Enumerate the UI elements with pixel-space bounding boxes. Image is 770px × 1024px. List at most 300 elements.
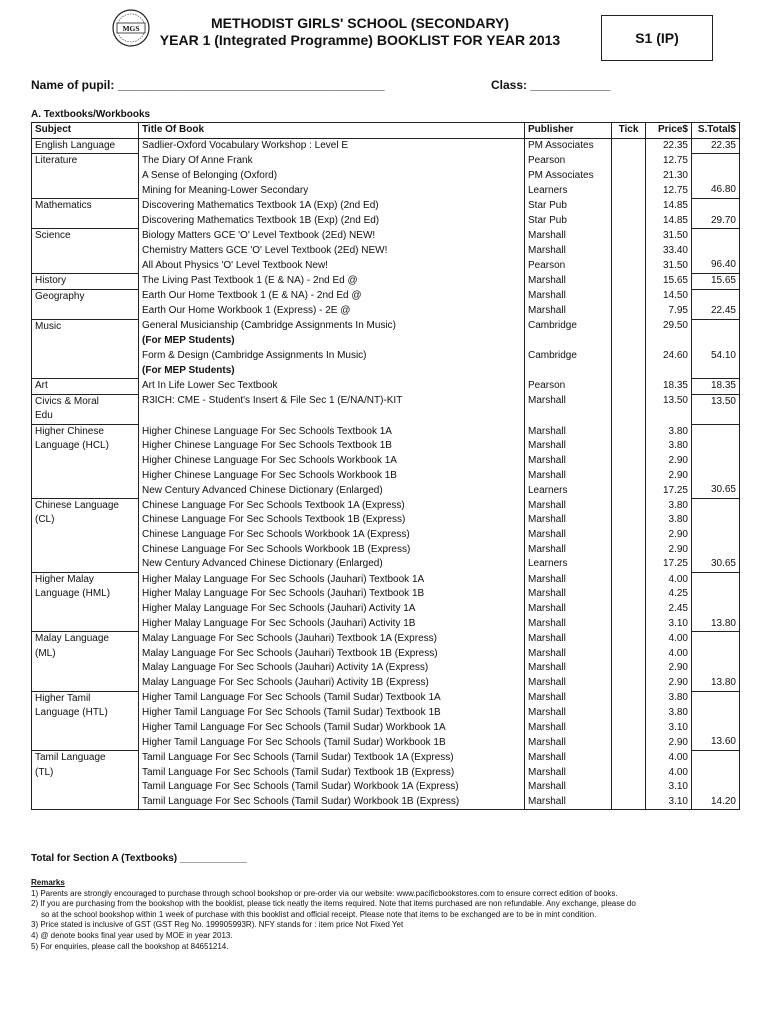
- subtotal-cell: [692, 469, 740, 484]
- book-title-cell: Higher Tamil Language For Sec Schools (Tamil Sudar) Textbook 1A: [139, 691, 525, 706]
- book-title-cell: Malay Language For Sec Schools (Jauhari) Activity 1B (Express): [139, 676, 525, 691]
- price-cell: 3.80: [646, 513, 692, 528]
- subtotal-cell: 22.45: [692, 304, 740, 319]
- table-row: [32, 557, 740, 572]
- price-cell: 4.00: [646, 632, 692, 647]
- price-cell: [646, 364, 692, 379]
- price-cell: 4.00: [646, 766, 692, 781]
- price-cell: 2.90: [646, 543, 692, 558]
- price-cell: 3.80: [646, 691, 692, 706]
- subject-cell: [32, 721, 139, 736]
- subtotal-cell: [692, 543, 740, 558]
- tick-cell[interactable]: [612, 661, 646, 676]
- publisher-cell: Marshall: [525, 229, 612, 244]
- remarks-heading: Remarks: [31, 878, 65, 887]
- tick-cell[interactable]: [612, 334, 646, 349]
- table-row: [32, 721, 740, 736]
- subtotal-cell: [692, 498, 740, 513]
- book-title-cell: Chinese Language For Sec Schools Textbook 1B (Express): [139, 513, 525, 528]
- tick-cell[interactable]: [612, 244, 646, 259]
- subtotal-cell: [692, 289, 740, 304]
- tick-cell[interactable]: [612, 183, 646, 198]
- book-title-cell: General Musicianship (Cambridge Assignments In Music): [139, 319, 525, 334]
- book-title-cell: Chinese Language For Sec Schools Workbook 1B (Express): [139, 543, 525, 558]
- book-title-cell: Earth Our Home Textbook 1 (E & NA) - 2nd Ed @: [139, 289, 525, 304]
- remark-line: 2) If you are purchasing from the bookshop with the booklist, please tick neatly the items required. Note that items purchased are non refundable. Any exchange, please do: [31, 899, 636, 909]
- tick-cell[interactable]: [612, 647, 646, 662]
- table-row: [32, 319, 740, 334]
- table-row: [32, 676, 740, 691]
- tick-cell[interactable]: [612, 557, 646, 572]
- price-cell: 2.45: [646, 602, 692, 617]
- publisher-cell: Cambridge: [525, 349, 612, 364]
- publisher-cell: Pearson: [525, 379, 612, 395]
- tick-cell[interactable]: [612, 780, 646, 795]
- table-row: [32, 572, 740, 587]
- table-row: [32, 528, 740, 543]
- subject-cell: [32, 469, 139, 484]
- subject-cell: [32, 349, 139, 364]
- subject-cell: [32, 528, 139, 543]
- book-title-cell: Art In Life Lower Sec Textbook: [139, 379, 525, 395]
- publisher-cell: Cambridge: [525, 319, 612, 334]
- subtotal-cell: 18.35: [692, 379, 740, 395]
- subtotal-cell: [692, 334, 740, 349]
- price-cell: 2.90: [646, 469, 692, 484]
- tick-cell[interactable]: [612, 572, 646, 587]
- col-subject-header: Subject: [32, 123, 139, 139]
- subject-cell: [32, 258, 139, 273]
- subtotal-cell: [692, 513, 740, 528]
- table-row: [32, 483, 740, 498]
- table-row: [32, 304, 740, 319]
- tick-cell[interactable]: [612, 528, 646, 543]
- book-title-cell: Malay Language For Sec Schools (Jauhari) Activity 1A (Express): [139, 661, 525, 676]
- publisher-cell: Marshall: [525, 721, 612, 736]
- subject-cell: Mathematics: [32, 198, 139, 213]
- publisher-cell: [525, 409, 612, 424]
- school-name: METHODIST GIRLS' SCHOOL (SECONDARY): [210, 15, 510, 31]
- book-title-cell: Form & Design (Cambridge Assignments In Music): [139, 349, 525, 364]
- book-title-cell: (For MEP Students): [139, 364, 525, 379]
- subject-cell: Tamil Language: [32, 750, 139, 765]
- subtotal-cell: [692, 169, 740, 184]
- price-cell: [646, 409, 692, 424]
- tick-cell[interactable]: [612, 258, 646, 273]
- table-row: [32, 138, 740, 154]
- book-title-cell: Higher Malay Language For Sec Schools (Jauhari) Textbook 1A: [139, 572, 525, 587]
- book-title-cell: Mining for Meaning-Lower Secondary: [139, 183, 525, 198]
- table-row: [32, 334, 740, 349]
- tick-cell[interactable]: [612, 214, 646, 229]
- book-title-cell: Higher Chinese Language For Sec Schools Textbook 1B: [139, 439, 525, 454]
- publisher-cell: Marshall: [525, 498, 612, 513]
- tick-cell[interactable]: [612, 602, 646, 617]
- tick-cell[interactable]: [612, 454, 646, 469]
- table-row: [32, 273, 740, 289]
- subject-cell: [32, 557, 139, 572]
- price-cell: 7.95: [646, 304, 692, 319]
- table-row: [32, 364, 740, 379]
- publisher-cell: Marshall: [525, 735, 612, 750]
- subject-cell: Science: [32, 229, 139, 244]
- class-code: S1 (IP): [635, 30, 679, 46]
- publisher-cell: Marshall: [525, 647, 612, 662]
- publisher-cell: Pearson: [525, 154, 612, 169]
- subject-cell: Edu: [32, 409, 139, 424]
- publisher-cell: Marshall: [525, 676, 612, 691]
- book-title-cell: Tamil Language For Sec Schools (Tamil Sudar) Textbook 1B (Express): [139, 766, 525, 781]
- price-cell: 31.50: [646, 229, 692, 244]
- tick-cell[interactable]: [612, 691, 646, 706]
- table-row: [32, 766, 740, 781]
- table-row: [32, 409, 740, 424]
- publisher-cell: Marshall: [525, 706, 612, 721]
- subject-cell: Civics & Moral: [32, 394, 139, 409]
- book-title-cell: New Century Advanced Chinese Dictionary (Enlarged): [139, 483, 525, 498]
- remark-line: 4) @ denote books final year used by MOE in year 2013.: [31, 930, 233, 940]
- subtotal-cell: 13.80: [692, 676, 740, 691]
- book-title-cell: Malay Language For Sec Schools (Jauhari) Textbook 1A (Express): [139, 632, 525, 647]
- book-title-cell: Discovering Mathematics Textbook 1B (Exp) (2nd Ed): [139, 214, 525, 229]
- tick-cell[interactable]: [612, 721, 646, 736]
- tick-cell[interactable]: [612, 766, 646, 781]
- subtotal-cell: [692, 647, 740, 662]
- subtotal-cell: [692, 364, 740, 379]
- publisher-cell: Marshall: [525, 572, 612, 587]
- tick-cell[interactable]: [612, 543, 646, 558]
- table-row: [32, 424, 740, 439]
- publisher-cell: Marshall: [525, 244, 612, 259]
- table-row: [32, 469, 740, 484]
- table-row: [32, 244, 740, 259]
- subject-cell: Language (HTL): [32, 706, 139, 721]
- price-cell: 13.50: [646, 394, 692, 409]
- price-cell: 2.90: [646, 454, 692, 469]
- price-cell: 4.00: [646, 750, 692, 765]
- subtotal-cell: [692, 706, 740, 721]
- col-publisher-header: Publisher: [525, 123, 612, 139]
- subtotal-cell: 96.40: [692, 258, 740, 273]
- publisher-cell: [525, 334, 612, 349]
- subject-cell: [32, 676, 139, 691]
- subject-cell: [32, 617, 139, 632]
- tick-cell[interactable]: [612, 154, 646, 169]
- tick-cell[interactable]: [612, 632, 646, 647]
- subtotal-cell: 46.80: [692, 183, 740, 198]
- tick-cell[interactable]: [612, 587, 646, 602]
- subtotal-cell: [692, 154, 740, 169]
- table-row: [32, 706, 740, 721]
- subject-cell: Language (HCL): [32, 439, 139, 454]
- table-row: [32, 750, 740, 765]
- table-row: [32, 617, 740, 632]
- publisher-cell: PM Associates: [525, 169, 612, 184]
- subtotal-cell: [692, 721, 740, 736]
- price-cell: 15.65: [646, 273, 692, 289]
- pupil-name-field[interactable]: Name of pupil: ________________________________________: [31, 78, 385, 92]
- book-title-cell: Higher Tamil Language For Sec Schools (Tamil Sudar) Workbook 1B: [139, 735, 525, 750]
- book-title-cell: Malay Language For Sec Schools (Jauhari) Textbook 1B (Express): [139, 647, 525, 662]
- book-title-cell: Higher Malay Language For Sec Schools (Jauhari) Activity 1A: [139, 602, 525, 617]
- price-cell: 14.85: [646, 214, 692, 229]
- publisher-cell: Marshall: [525, 454, 612, 469]
- tick-cell[interactable]: [612, 289, 646, 304]
- book-title-cell: Sadlier-Oxford Vocabulary Workshop : Level E: [139, 138, 525, 154]
- price-cell: 4.25: [646, 587, 692, 602]
- book-title-cell: Chinese Language For Sec Schools Textbook 1A (Express): [139, 498, 525, 513]
- subtotal-cell: [692, 528, 740, 543]
- table-row: [32, 543, 740, 558]
- subtotal-cell: [692, 750, 740, 765]
- subject-cell: Higher Malay: [32, 572, 139, 587]
- subtotal-cell: [692, 409, 740, 424]
- subject-cell: Literature: [32, 154, 139, 169]
- subject-cell: Higher Tamil: [32, 691, 139, 706]
- publisher-cell: PM Associates: [525, 138, 612, 154]
- publisher-cell: Learners: [525, 557, 612, 572]
- tick-cell[interactable]: [612, 513, 646, 528]
- book-title-cell: Higher Malay Language For Sec Schools (Jauhari) Activity 1B: [139, 617, 525, 632]
- price-cell: 3.80: [646, 706, 692, 721]
- book-title-cell: Tamil Language For Sec Schools (Tamil Sudar) Textbook 1A (Express): [139, 750, 525, 765]
- book-title-cell: Higher Tamil Language For Sec Schools (Tamil Sudar) Workbook 1A: [139, 721, 525, 736]
- tick-cell[interactable]: [612, 319, 646, 334]
- publisher-cell: Marshall: [525, 469, 612, 484]
- subject-cell: [32, 661, 139, 676]
- table-row: [32, 289, 740, 304]
- publisher-cell: Marshall: [525, 617, 612, 632]
- tick-cell[interactable]: [612, 169, 646, 184]
- book-title-cell: Biology Matters GCE 'O' Level Textbook (2Ed) NEW!: [139, 229, 525, 244]
- subject-cell: [32, 735, 139, 750]
- tick-cell[interactable]: [612, 304, 646, 319]
- publisher-cell: Marshall: [525, 750, 612, 765]
- book-title-cell: A Sense of Belonging (Oxford): [139, 169, 525, 184]
- table-row: [32, 454, 740, 469]
- subtotal-cell: [692, 424, 740, 439]
- tick-cell[interactable]: [612, 424, 646, 439]
- table-row: [32, 513, 740, 528]
- book-title-cell: The Diary Of Anne Frank: [139, 154, 525, 169]
- table-row: [32, 394, 740, 409]
- price-cell: 14.50: [646, 289, 692, 304]
- subtotal-cell: [692, 439, 740, 454]
- price-cell: 4.00: [646, 647, 692, 662]
- publisher-cell: Marshall: [525, 795, 612, 810]
- price-cell: 12.75: [646, 154, 692, 169]
- subtotal-cell: 30.65: [692, 557, 740, 572]
- tick-cell[interactable]: [612, 439, 646, 454]
- section-a-title: A. Textbooks/Workbooks: [31, 109, 151, 120]
- booklist-title: YEAR 1 (Integrated Programme) BOOKLIST FOR YEAR 2013: [159, 32, 561, 48]
- subject-cell: Chinese Language: [32, 498, 139, 513]
- table-row: [32, 229, 740, 244]
- book-title-cell: Discovering Mathematics Textbook 1A (Exp) (2nd Ed): [139, 198, 525, 213]
- tick-cell[interactable]: [612, 750, 646, 765]
- table-row: [32, 214, 740, 229]
- remarks-block: [31, 878, 636, 952]
- subject-cell: English Language: [32, 138, 139, 154]
- tick-cell[interactable]: [612, 469, 646, 484]
- price-cell: 3.10: [646, 721, 692, 736]
- remark-line: 5) For enquiries, please call the bookshop at 84651214.: [31, 941, 229, 951]
- book-title-cell: Higher Chinese Language For Sec Schools Textbook 1A: [139, 424, 525, 439]
- subject-cell: [32, 183, 139, 198]
- tick-cell[interactable]: [612, 198, 646, 213]
- publisher-cell: Marshall: [525, 691, 612, 706]
- book-title-cell: All About Physics 'O' Level Textbook New!: [139, 258, 525, 273]
- publisher-cell: Marshall: [525, 304, 612, 319]
- table-row: [32, 735, 740, 750]
- price-cell: 2.90: [646, 528, 692, 543]
- subject-cell: [32, 795, 139, 810]
- table-row: [32, 258, 740, 273]
- remark-line: so at the school bookshop within 1 week of purchase with this booklist and official receipt. Please note that items to be exchanged are to be in mint condition.: [41, 909, 597, 919]
- subtotal-cell: 30.65: [692, 483, 740, 498]
- col-subtotal-header: S.Total$: [692, 123, 740, 139]
- col-title-header: Title Of Book: [139, 123, 525, 139]
- publisher-cell: Marshall: [525, 587, 612, 602]
- subject-cell: Higher Chinese: [32, 424, 139, 439]
- tick-cell[interactable]: [612, 394, 646, 409]
- subject-cell: [32, 483, 139, 498]
- price-cell: 22.35: [646, 138, 692, 154]
- table-row: [32, 498, 740, 513]
- price-cell: 3.80: [646, 498, 692, 513]
- table-row: [32, 379, 740, 395]
- price-cell: 3.80: [646, 424, 692, 439]
- subject-cell: [32, 304, 139, 319]
- subject-cell: Malay Language: [32, 632, 139, 647]
- subtotal-cell: 13.80: [692, 617, 740, 632]
- subject-cell: Music: [32, 319, 139, 334]
- tick-cell[interactable]: [612, 676, 646, 691]
- table-row: [32, 439, 740, 454]
- subject-cell: [32, 214, 139, 229]
- table-row: [32, 198, 740, 213]
- tick-cell[interactable]: [612, 483, 646, 498]
- remark-line: 3) Price stated is inclusive of GST (GST Reg No. 199905993R). NFY stands for : item price Not Fixed Yet: [31, 920, 404, 930]
- subtotal-cell: [692, 454, 740, 469]
- tick-cell[interactable]: [612, 364, 646, 379]
- book-title-cell: New Century Advanced Chinese Dictionary (Enlarged): [139, 557, 525, 572]
- publisher-cell: Marshall: [525, 394, 612, 409]
- publisher-cell: Marshall: [525, 543, 612, 558]
- subtotal-cell: 13.50: [692, 394, 740, 409]
- subtotal-cell: 15.65: [692, 273, 740, 289]
- subject-cell: [32, 454, 139, 469]
- table-row: [32, 169, 740, 184]
- class-code-box: [601, 15, 713, 61]
- tick-cell[interactable]: [612, 229, 646, 244]
- tick-cell[interactable]: [612, 706, 646, 721]
- subject-cell: [32, 364, 139, 379]
- publisher-cell: Marshall: [525, 273, 612, 289]
- booklist-table: [31, 122, 740, 810]
- class-field[interactable]: Class: ____________: [491, 78, 611, 92]
- tick-cell[interactable]: [612, 349, 646, 364]
- book-title-cell: Earth Our Home Workbook 1 (Express) - 2E @: [139, 304, 525, 319]
- school-crest-logo: [111, 8, 151, 48]
- svg-text:MGS: MGS: [122, 24, 140, 33]
- tick-cell[interactable]: [612, 735, 646, 750]
- price-cell: 3.10: [646, 780, 692, 795]
- price-cell: 3.80: [646, 439, 692, 454]
- subtotal-cell: 22.35: [692, 138, 740, 154]
- price-cell: 3.10: [646, 795, 692, 810]
- price-cell: 14.85: [646, 198, 692, 213]
- book-title-cell: Tamil Language For Sec Schools (Tamil Sudar) Workbook 1A (Express): [139, 780, 525, 795]
- table-row: [32, 780, 740, 795]
- book-title-cell: Higher Malay Language For Sec Schools (Jauhari) Textbook 1B: [139, 587, 525, 602]
- tick-cell[interactable]: [612, 379, 646, 395]
- tick-cell[interactable]: [612, 795, 646, 810]
- section-a-total: Total for Section A (Textbooks) ____________: [31, 853, 247, 864]
- book-title-cell: The Living Past Textbook 1 (E & NA) - 2nd Ed @: [139, 273, 525, 289]
- subtotal-cell: [692, 691, 740, 706]
- book-title-cell: R3ICH: CME - Student's Insert & File Sec 1 (E/NA/NT)-KIT: [139, 394, 525, 409]
- col-tick-header: Tick: [612, 123, 646, 139]
- price-cell: 12.75: [646, 183, 692, 198]
- tick-cell[interactable]: [612, 409, 646, 424]
- publisher-cell: Marshall: [525, 602, 612, 617]
- price-cell: 17.25: [646, 483, 692, 498]
- table-row: [32, 647, 740, 662]
- table-row: [32, 183, 740, 198]
- subject-cell: [32, 602, 139, 617]
- price-cell: 3.10: [646, 617, 692, 632]
- tick-cell[interactable]: [612, 273, 646, 289]
- subtotal-cell: 54.10: [692, 349, 740, 364]
- publisher-cell: Marshall: [525, 513, 612, 528]
- tick-cell[interactable]: [612, 498, 646, 513]
- table-row: [32, 632, 740, 647]
- price-cell: 2.90: [646, 676, 692, 691]
- publisher-cell: Marshall: [525, 780, 612, 795]
- subject-cell: [32, 780, 139, 795]
- publisher-cell: [525, 364, 612, 379]
- publisher-cell: Pearson: [525, 258, 612, 273]
- book-title-cell: Chinese Language For Sec Schools Workbook 1A (Express): [139, 528, 525, 543]
- table-row: [32, 691, 740, 706]
- subtotal-cell: 14.20: [692, 795, 740, 810]
- subtotal-cell: 29.70: [692, 214, 740, 229]
- publisher-cell: Learners: [525, 483, 612, 498]
- tick-cell[interactable]: [612, 617, 646, 632]
- table-header-row: [32, 123, 740, 139]
- subject-cell: Language (HML): [32, 587, 139, 602]
- tick-cell[interactable]: [612, 138, 646, 154]
- subtotal-cell: [692, 780, 740, 795]
- book-title-cell: Higher Chinese Language For Sec Schools Workbook 1A: [139, 454, 525, 469]
- subtotal-cell: [692, 572, 740, 587]
- publisher-cell: Star Pub: [525, 214, 612, 229]
- price-cell: 33.40: [646, 244, 692, 259]
- subtotal-cell: [692, 198, 740, 213]
- subtotal-cell: [692, 661, 740, 676]
- price-cell: 17.25: [646, 557, 692, 572]
- book-title-cell: (For MEP Students): [139, 334, 525, 349]
- price-cell: [646, 334, 692, 349]
- subject-cell: Geography: [32, 289, 139, 304]
- price-cell: 31.50: [646, 258, 692, 273]
- subject-cell: (CL): [32, 513, 139, 528]
- subtotal-cell: [692, 602, 740, 617]
- subtotal-cell: 13.60: [692, 735, 740, 750]
- book-title-cell: Chemistry Matters GCE 'O' Level Textbook (2Ed) NEW!: [139, 244, 525, 259]
- price-cell: 21.30: [646, 169, 692, 184]
